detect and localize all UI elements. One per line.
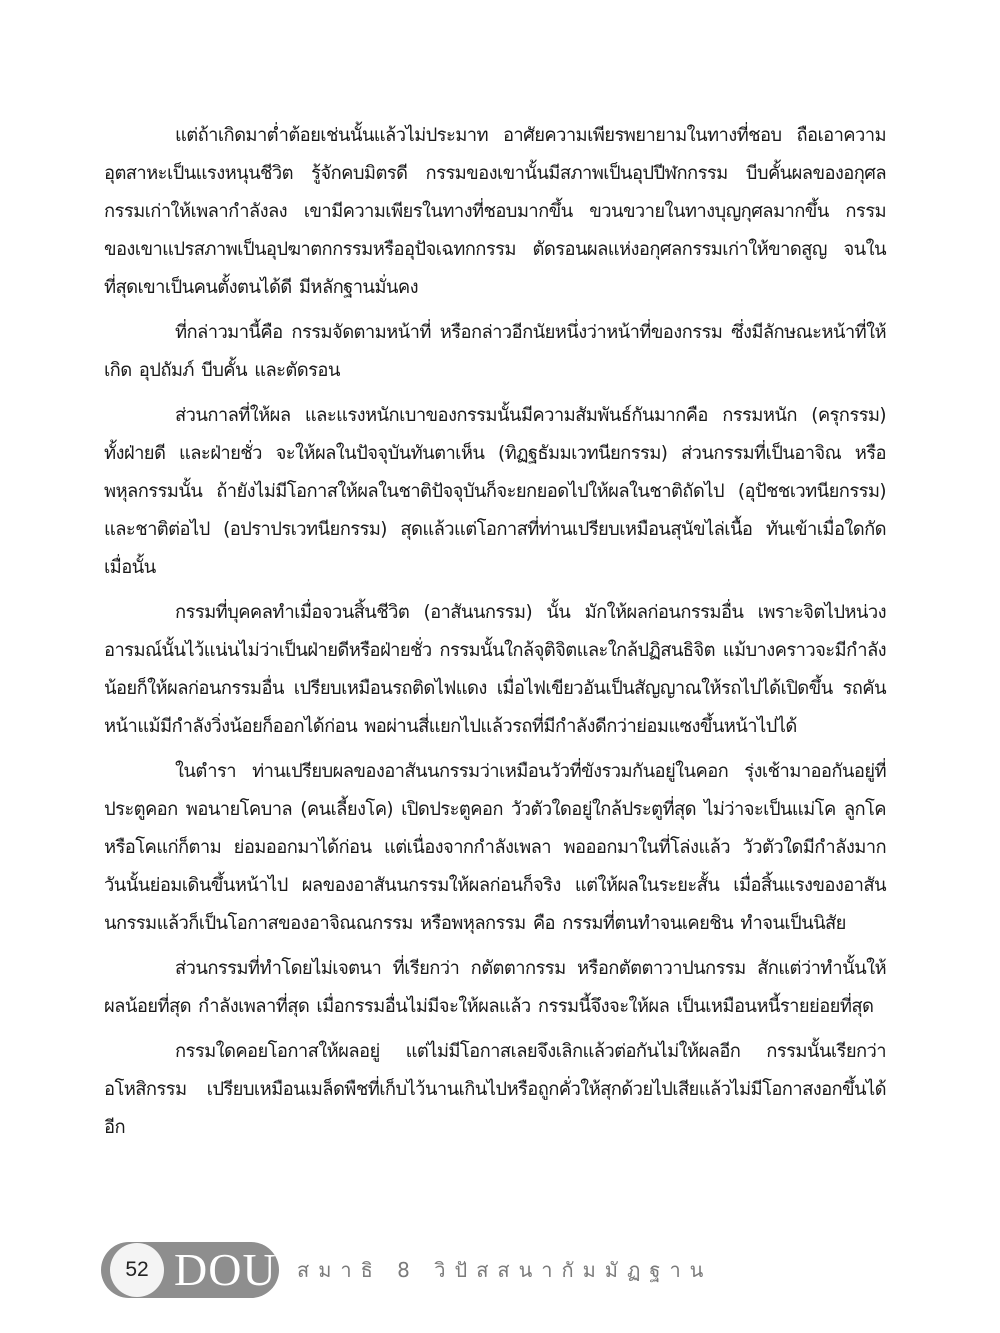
paragraph-3: ส่วนกาลที่ให้ผล และแรงหนักเบาของกรรมนั้นมีความสัมพันธ์กันมากคือ กรรมหนัก (ครุกรรม) ทั้งฝ่ายดี และฝ่ายชั่ว จะให้ผลในปัจจุบันทันตาเห็น (ทิฏฐธัมมเวทนียกรรม) ส่วนกรรมที่เป็นอาจิณ หรือพหุลกรรมนั้น ถ้ายังไม่มีโอกาสให้ผลในชาติปัจจุบันก็จะยกยอดไปให้ผลในชาติถัดไป (อุปัชชเวทนียกรรม) และชาติต่อไป (อปราปรเวทนียกรรม) สุดแล้วแต่โอกาสที่ท่านเปรียบเหมือนสุนัขไล่เนื้อ ทันเข้าเมื่อใดกัดเมื่อนั้น bbox=[104, 405, 886, 578]
page-number: 52 bbox=[110, 1243, 164, 1297]
paragraph-5: ในตำรา ท่านเปรียบผลของอาสันนกรรมว่าเหมือนวัวที่ขังรวมกันอยู่ในคอก รุ่งเช้ามาออกันอยู่ที่ประตูคอก พอนายโคบาล (คนเลี้ยงโค) เปิดประตูคอก วัวตัวใดอยู่ใกล้ประตูที่สุด ไม่ว่าจะเป็นแม่โค ลูกโค หรือโคแก่ก็ตาม ย่อมออกมาได้ก่อน แต่เนื่องจากกำลังเพลา พอออกมาในที่โล่งแล้ว วัวตัวใดมีกำลังมาก วันนั้นย่อมเดินขึ้นหน้าไป ผลของอาสันนกรรมให้ผลก่อนก็จริง แต่ให้ผลในระยะสั้น เมื่อสิ้นแรงของอาสันนกรรมแล้วก็เป็นโอกาสของอาจิณณกรรม หรือพหุลกรรม คือ กรรมที่ตนทำจนเคยชิน ทำจนเป็นนิสัย bbox=[104, 761, 886, 934]
paragraph-6: ส่วนกรรมที่ทำโดยไม่เจตนา ที่เรียกว่า กตัตตากรรม หรือกตัตตาวาปนกรรม สักแต่ว่าทำนั้นให้ผลน้อยที่สุด กำลังเพลาที่สุด เมื่อกรรมอื่นไม่มีจะให้ผลแล้ว กรรมนี้จึงจะให้ผล เป็นเหมือนหนี้รายย่อยที่สุด bbox=[104, 958, 886, 1017]
brand-logo: DOU bbox=[174, 1244, 277, 1295]
paragraph-4: กรรมที่บุคคลทำเมื่อจวนสิ้นชีวิต (อาสันนกรรม) นั้น มักให้ผลก่อนกรรมอื่น เพราะจิตไปหน่วงอารมณ์นั้นไว้แน่นไม่ว่าเป็นฝ่ายดีหรือฝ่ายชั่ว กรรมนั้นใกล้จุติจิตและใกล้ปฏิสนธิจิต แม้บางคราวจะมีกำลังน้อยก็ให้ผลก่อนกรรมอื่น เปรียบเหมือนรถติดไฟแดง เมื่อไฟเขียวอันเป็นสัญญาณให้รถไปได้เปิดขึ้น รถคันหน้าแม้มีกำลังวิ่งน้อยก็ออกได้ก่อน พอผ่านสี่แยกไปแล้วรถที่มีกำลังดีกว่าย่อมแซงขึ้นหน้าไปได้ bbox=[104, 602, 886, 737]
footer-badge bbox=[101, 1242, 279, 1298]
paragraph-2: ที่กล่าวมานี้คือ กรรมจัดตามหน้าที่ หรือกล่าวอีกนัยหนึ่งว่าหน้าที่ของกรรม ซึ่งมีลักษณะหน้าที่ให้เกิด อุปถัมภ์ บีบคั้น และตัดรอน bbox=[104, 322, 886, 381]
page-footer bbox=[101, 1240, 901, 1300]
course-title: สมาธิ 8 วิปัสสนากัมมัฏฐาน bbox=[297, 1258, 713, 1282]
page-body bbox=[104, 117, 886, 1154]
paragraph-7: กรรมใดคอยโอกาสให้ผลอยู่ แต่ไม่มีโอกาสเลยจึงเลิกแล้วต่อกันไม่ให้ผลอีก กรรมนั้นเรียกว่า อโหสิกรรม เปรียบเหมือนเมล็ดพืชที่เก็บไว้นานเกินไปหรือถูกคั่วให้สุกด้วยไปเสียแล้วไม่มีโอกาสงอกขึ้นได้อีก bbox=[104, 1041, 886, 1138]
paragraph-1: แต่ถ้าเกิดมาต่ำต้อยเช่นนั้นแล้วไม่ประมาท อาศัยความเพียรพยายามในทางที่ชอบ ถือเอาความอุตสาหะเป็นแรงหนุนชีวิต รู้จักคบมิตรดี กรรมของเขานั้นมีสภาพเป็นอุปปีฬกกรรม บีบคั้นผลของอกุศลกรรมเก่าให้เพลากำลังลง เขามีความเพียรในทางที่ชอบมากขึ้น ขวนขวายในทางบุญกุศลมากขึ้น กรรมของเขาแปรสภาพเป็นอุปฆาตกกรรมหรืออุปัจเฉทกกรรม ตัดรอนผลแห่งอกุศลกรรมเก่าให้ขาดสูญ จนในที่สุดเขาเป็นคนตั้งตนได้ดี มีหลักฐานมั่นคง bbox=[104, 125, 886, 298]
